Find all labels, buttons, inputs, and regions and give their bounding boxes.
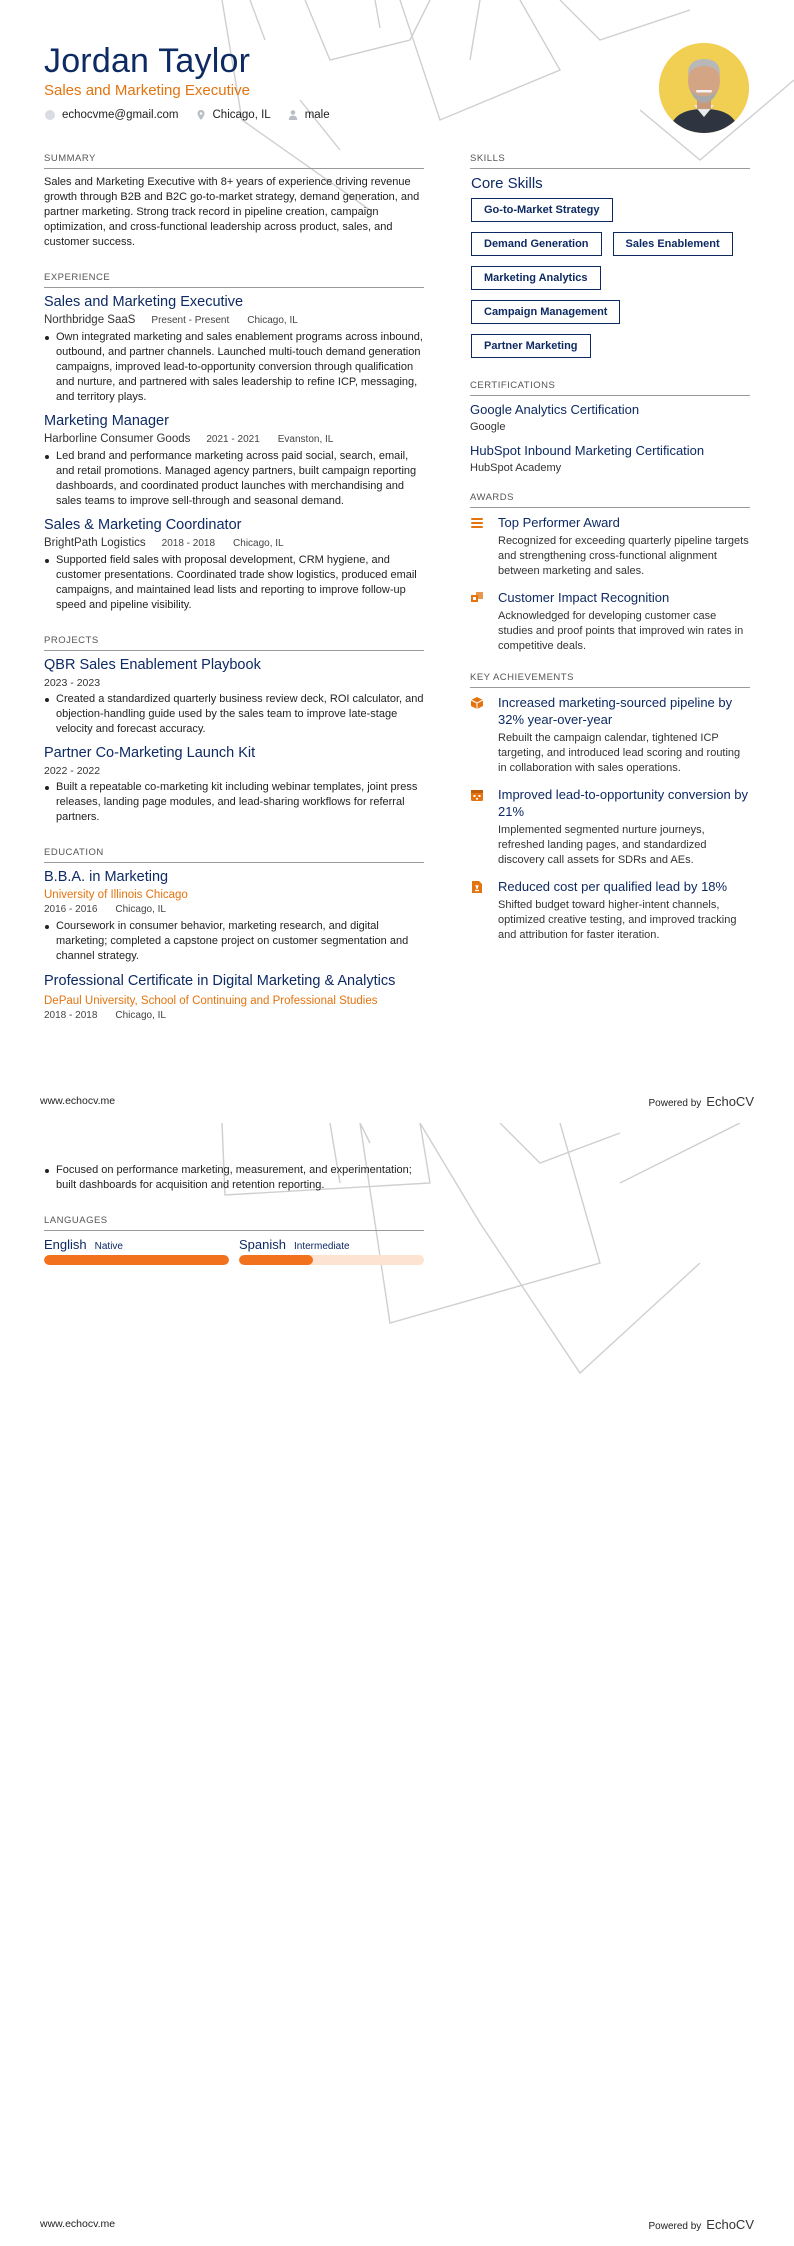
education-degree: Professional Certificate in Digital Marketing & Analytics <box>44 973 396 989</box>
job-bullets <box>44 330 424 405</box>
email-text: echocvme@gmail.com <box>62 109 179 121</box>
education-bullet: Focused on performance marketing, measurement, and experimentation; built dashboards for acquisition and retention reporting. <box>44 1163 424 1193</box>
education-item <box>44 972 424 1021</box>
job-title: Sales & Marketing Coordinator <box>44 517 242 533</box>
languages-heading: LANGUAGES <box>44 1215 424 1231</box>
footer-powered-by <box>648 1094 754 1109</box>
education-school: DePaul University, School of Continuing and Professional Studies <box>44 995 378 1007</box>
education-bullet: Coursework in consumer behavior, marketing research, and digital marketing; completed a capstone project on customer segmentation and channel strategy. <box>44 919 424 964</box>
project-bullet: Created a standardized quarterly business review deck, ROI calculator, and objection-handling guide used by the sales team to improve late-stage velocity and forecast accuracy. <box>44 692 424 737</box>
language-bar <box>239 1255 424 1265</box>
skills-group-title: Core Skills <box>471 175 543 192</box>
language-bar <box>44 1255 229 1265</box>
brand-name[interactable]: EchoCV <box>706 1094 754 1109</box>
powered-by-text: Powered by <box>648 1098 702 1109</box>
education-meta <box>44 1010 424 1021</box>
gender-text: male <box>304 109 330 121</box>
certification-name: Google Analytics Certification <box>470 402 640 417</box>
skills-heading: SKILLS <box>470 153 750 169</box>
project-bullet: Built a repeatable co-marketing kit including webinar templates, joint press releases, landing page modules, and lead-sharing workflows for referral partners. <box>44 780 424 825</box>
experience-item <box>44 517 424 613</box>
project-bullets <box>44 780 424 825</box>
powered-by-text: Powered by <box>648 2221 702 2232</box>
job-bullet: Own integrated marketing and sales enablement programs across inbound, outbound, and partner channels. Launched multi-touch demand generation campaigns, improved lead-to-opportunity conversion through qualification and nurture, and partnered with sales leadership to refine ICP, messaging, and territory plays. <box>44 330 424 405</box>
achievement-description: Rebuilt the campaign calendar, tightened ICP targeting, and introduced lead scoring and routing in collaboration with sales operations. <box>498 732 741 774</box>
achievement-item <box>470 878 750 943</box>
language-name: Spanish <box>239 1237 286 1252</box>
language-level: Intermediate <box>293 1241 350 1252</box>
education-dates: 2016 - 2016 <box>44 904 98 915</box>
background-decoration <box>0 1123 794 2246</box>
job-dates: 2018 - 2018 <box>161 538 216 549</box>
job-meta <box>44 314 424 326</box>
skill-tag: Partner Marketing <box>471 334 591 358</box>
footer-powered-by <box>648 2217 754 2232</box>
language-list <box>44 1237 424 1265</box>
achievement-title: Improved lead-to-opportunity conversion by 21% <box>498 787 749 819</box>
candidate-name: Jordan Taylor <box>44 42 251 80</box>
job-bullet: Supported field sales with proposal development, CRM hygiene, and customer presentations. Coordinated trade show logistics, produced email campaigns, and maintained lead lists and reporting to improve follow-up speed and pipeline visibility. <box>44 553 424 613</box>
bars-icon <box>470 516 484 530</box>
education-school: University of Illinois Chicago <box>44 889 188 901</box>
project-dates: 2022 - 2022 <box>44 765 101 777</box>
achievement-item <box>470 694 750 776</box>
contact-email[interactable] <box>44 109 179 121</box>
summary-heading: SUMMARY <box>44 153 424 169</box>
language-level: Native <box>94 1241 123 1252</box>
education-item <box>44 869 424 964</box>
education-bullets <box>44 1163 424 1193</box>
summary-text: Sales and Marketing Executive with 8+ years of experience driving revenue growth through B2B and B2C go-to-market strategy, demand generation, and partner marketing. Strong track record in pipeline creation, campaign optimization, and cross-functional leadership across product, sales, and customer success. <box>44 176 420 248</box>
achievement-description: Implemented segmented nurture journeys, refreshed landing pages, and standardized discovery call assets for SDRs and AEs. <box>498 824 707 866</box>
award-item <box>470 589 750 654</box>
job-company: Harborline Consumer Goods <box>44 433 191 445</box>
education-heading: EDUCATION <box>44 847 424 863</box>
job-bullets <box>44 553 424 613</box>
award-description: Acknowledged for developing customer case studies and proof points that improved win rates in competitive deals. <box>498 610 744 652</box>
cube-icon <box>470 696 484 710</box>
footer-site-link[interactable]: www.echocv.me <box>40 1095 116 1107</box>
skill-tag: Campaign Management <box>471 300 620 324</box>
job-location: Chicago, IL <box>247 315 298 326</box>
skill-tag: Sales Enablement <box>613 232 733 256</box>
achievement-item <box>470 786 750 868</box>
skill-tags <box>470 198 750 368</box>
certifications-heading: CERTIFICATIONS <box>470 380 750 396</box>
achievement-title: Reduced cost per qualified lead by 18% <box>498 879 728 894</box>
footer-site-link[interactable]: www.echocv.me <box>40 2218 116 2230</box>
project-dates: 2023 - 2023 <box>44 677 101 689</box>
language-bar-fill <box>239 1255 313 1265</box>
location-text: Chicago, IL <box>212 109 271 121</box>
job-company: Northbridge SaaS <box>44 314 136 326</box>
document-icon <box>470 880 484 894</box>
skill-tag: Go-to-Market Strategy <box>471 198 613 222</box>
job-bullet: Led brand and performance marketing across paid social, search, email, and retail promotions. Managed agency partners, built campaign reporting dashboards, and coordinated product launches with merchandising and sales teams to improve sell-through and seasonal demand. <box>44 449 424 509</box>
job-dates: Present - Present <box>151 315 230 326</box>
job-title: Marketing Manager <box>44 413 169 429</box>
experience-heading: EXPERIENCE <box>44 272 424 288</box>
project-item <box>44 745 424 825</box>
job-dates: 2021 - 2021 <box>206 434 260 445</box>
skill-tag: Demand Generation <box>471 232 602 256</box>
award-item <box>470 514 750 579</box>
certification-org: HubSpot Academy <box>470 462 562 474</box>
achievement-description: Shifted budget toward higher-intent channels, optimized creative testing, and improved tracking and attribution for faster iteration. <box>498 899 737 941</box>
award-title: Top Performer Award <box>498 515 620 530</box>
job-company: BrightPath Logistics <box>44 537 146 549</box>
job-meta <box>44 537 424 549</box>
education-bullets <box>44 919 424 964</box>
cubes-icon <box>470 591 484 605</box>
language-item <box>44 1237 229 1265</box>
projects-heading: PROJECTS <box>44 635 424 651</box>
avatar <box>659 43 749 133</box>
experience-item <box>44 413 424 509</box>
calendar-icon <box>470 788 484 802</box>
language-name: English <box>44 1237 87 1252</box>
job-meta <box>44 433 424 445</box>
achievement-title: Increased marketing-sourced pipeline by 32% year-over-year <box>498 695 733 727</box>
person-icon <box>287 109 299 121</box>
certification-org: Google <box>470 421 506 433</box>
skill-tag: Marketing Analytics <box>471 266 601 290</box>
page2-content <box>44 1163 424 1265</box>
education-location: Chicago, IL <box>115 904 166 915</box>
left-column <box>44 153 424 1029</box>
experience-item <box>44 294 424 405</box>
certification-name: HubSpot Inbound Marketing Certification <box>470 443 705 458</box>
education-location: Chicago, IL <box>115 1010 166 1021</box>
email-icon <box>44 109 56 121</box>
contact-location <box>195 109 271 121</box>
contact-row <box>44 109 346 121</box>
project-bullets <box>44 692 424 737</box>
candidate-title: Sales and Marketing Executive <box>44 82 250 99</box>
education-meta <box>44 904 424 915</box>
award-title: Customer Impact Recognition <box>498 590 670 605</box>
brand-name[interactable]: EchoCV <box>706 2217 754 2232</box>
project-title: QBR Sales Enablement Playbook <box>44 657 261 673</box>
resume-page-2 <box>0 1123 794 2246</box>
location-pin-icon <box>195 109 207 121</box>
education-degree: B.B.A. in Marketing <box>44 869 169 885</box>
language-bar-fill <box>44 1255 229 1265</box>
awards-heading: AWARDS <box>470 492 750 508</box>
achievements-heading: KEY ACHIEVEMENTS <box>470 672 750 688</box>
job-location: Evanston, IL <box>277 434 334 445</box>
right-column <box>470 153 750 953</box>
project-item <box>44 657 424 737</box>
contact-gender <box>287 109 330 121</box>
profile-photo <box>659 43 749 133</box>
job-title: Sales and Marketing Executive <box>44 294 244 310</box>
award-description: Recognized for exceeding quarterly pipeline targets and strengthening cross-functional alignment between marketing and sales. <box>498 535 749 577</box>
job-bullets <box>44 449 424 509</box>
job-location: Chicago, IL <box>233 538 284 549</box>
project-title: Partner Co-Marketing Launch Kit <box>44 745 256 761</box>
language-item <box>239 1237 424 1265</box>
education-dates: 2018 - 2018 <box>44 1010 98 1021</box>
